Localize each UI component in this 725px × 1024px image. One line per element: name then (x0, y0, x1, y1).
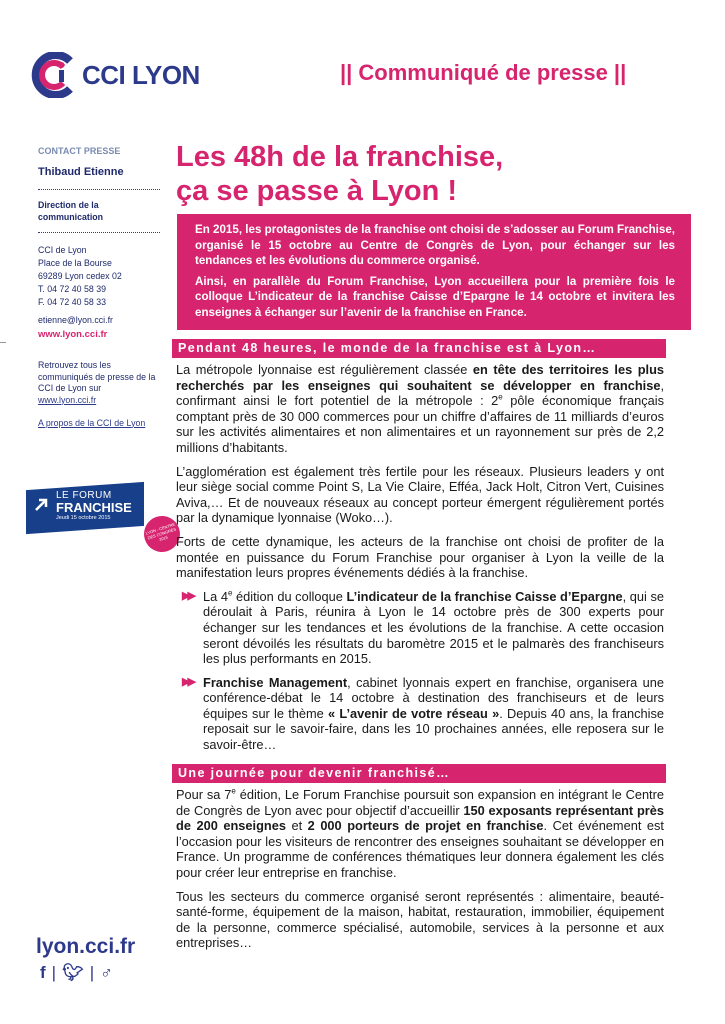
text-run: . Cet événement est l’occasion pour les visiteurs de rencontrer des enseignes souhaitant se développer en France. Un programme de conférences thématiques leur donnera également les clés pour créer leur entreprise en franchise. (176, 818, 664, 880)
text-run: , qui se déroulait à Paris, réunira à Lyon le 14 octobre près de 300 experts pour échanger sur les tendances et les évolutions de la franchise. A cette occasion seront dévoilés les résultats du baromètre 2015 et le palmarès des franchiseurs les plus performants en 2015. (203, 588, 664, 667)
text-run: édition, Le Forum Franchise poursuit son expansion en intégrant le Centre de Congrès de Lyon avec pour objectif d’accueillir (176, 787, 664, 818)
dotted-divider (38, 232, 160, 233)
s1-paragraph-1 (176, 362, 664, 456)
superscript: e (498, 392, 503, 402)
department: Direction de la communication (38, 200, 104, 222)
dotted-divider (38, 189, 160, 190)
text-run: pôle économique français comptant près de 30 000 commerces pour un chiffre d’affaires de 11 milliards d’euros sur les activités alimentaires et non alimentaires et un rayonnement sur près de 2,2 millions d’habitants. (176, 393, 664, 455)
sidebar-website[interactable]: www.lyon.cci.fr (38, 329, 108, 340)
text-run: , confirmant ainsi le fort potentiel de la métropole : 2 (176, 377, 664, 409)
contact-heading: CONTACT PRESSE (38, 146, 121, 156)
s2-paragraph-2: Tous les secteurs du commerce organisé seront représentés : alimentaire, beauté-santé-forme, équipement de la maison, habitat, restauration, immobilier, équipement de la personne, commerce spécialisé, automobile, services à la personne et aux entreprises… (176, 888, 664, 951)
phone-line: T. 04 72 40 58 39 (38, 284, 106, 294)
address-line: Place de la Bourse (38, 258, 112, 268)
forum-logo-line1: LE FORUM (56, 490, 112, 501)
address-line: 69289 Lyon cedex 02 (38, 271, 122, 281)
double-chevron-icon: ▶▶ (182, 675, 193, 688)
double-chevron-icon: ▶▶ (182, 589, 193, 602)
fax-line: F. 04 72 40 58 33 (38, 297, 106, 307)
forum-badge: LYON - CENTRE DES CONGRÈS 2015 (139, 511, 184, 556)
text-run: La métropole lyonnaise est régulièrement classée (176, 362, 473, 377)
text-run: . Depuis 40 ans, la franchise reposait sur le savoir-faire, dans les 10 prochaines années, elle reposera sur le savoir-être… (203, 705, 664, 753)
cci-logo-icon (30, 52, 78, 98)
page-title (176, 140, 503, 208)
about-cci-link[interactable]: A propos de la CCI de Lyon (38, 417, 146, 428)
forum-logo-date: Jeudi 15 octobre 2015 (56, 515, 111, 521)
forum-arrow-icon (32, 494, 52, 514)
footer-website[interactable]: lyon.cci.fr (36, 935, 136, 958)
text-run: édition du colloque (232, 588, 347, 604)
text-bold: L’indicateur de la franchise Caisse d’Epargne (346, 588, 623, 604)
logo-text: CCI LYON (82, 60, 200, 90)
s1-paragraph-3: Forts de cette dynamique, les acteurs de la franchise ont choisi de profiter de la montée en puissance du Forum Franchise pour organiser à Lyon la veille de la manifestation leurs propres événements dédiés à la franchise. (176, 533, 664, 581)
text-run: , cabinet lyonnais expert en franchise, organisera une conférence-débat le 14 octobre à destination des franchiseurs et de leurs équipes sur le thème (203, 674, 664, 721)
title-line-2: ça se passe à Lyon ! (176, 175, 458, 207)
twitter-icon[interactable]: 🐦︎ (62, 963, 90, 982)
address-line: CCI de Lyon (38, 245, 87, 255)
section-2-title: Une journée pour devenir franchisé… (172, 764, 666, 783)
press-archive-link[interactable]: www.lyon.cci.fr (38, 394, 97, 405)
forum-franchise-logo (26, 476, 176, 546)
intro-box (177, 214, 691, 330)
text-bold: en tête des territoires les plus recherchés par les enseignes qui souhaitent se développer en franchise (176, 362, 665, 393)
intro-paragraph-2: Ainsi, en parallèle du Forum Franchise, Lyon accueillera pour la première fois le colloque L’indicateur de la franchise Caisse d’Epargne le 14 octobre et invitera les enseignes à échanger sur l’avenir de la franchise en France. (195, 274, 675, 319)
press-archive-note (38, 360, 158, 429)
text-bold: « L’avenir de votre réseau » (328, 705, 500, 721)
cci-lyon-logo (30, 52, 205, 98)
text-bold: Franchise Management (203, 674, 348, 690)
bullet-item-2 (176, 675, 664, 753)
text-run: La 4 (203, 588, 228, 604)
s2-paragraph-1 (176, 787, 664, 881)
address-block (38, 245, 122, 310)
section-1-title: Pendant 48 heures, le monde de la franchise est à Lyon… (172, 339, 666, 358)
viadeo-icon[interactable]: ♂︎ (100, 963, 119, 982)
section-1-body (176, 362, 664, 761)
contact-name: Thibaud Etienne (38, 166, 124, 178)
contact-email[interactable]: etienne@lyon.cci.fr (38, 315, 113, 325)
section-2-body (176, 787, 664, 959)
text-run: Pour sa 7 (176, 787, 232, 802)
superscript: e (227, 588, 233, 598)
facebook-icon[interactable]: f (40, 963, 52, 982)
superscript: e (231, 786, 236, 796)
document-type-title: || Communiqué de presse || (340, 60, 627, 85)
margin-tick (0, 342, 6, 343)
text-bold: 150 exposants représentant près de 200 enseignes (176, 802, 664, 834)
title-line-1: Les 48h de la franchise, (176, 141, 504, 173)
s1-paragraph-2: L’agglomération est également très fertile pour les réseaux. Plusieurs leaders y ont leur siège social comme Point S, La Vie Claire, Efféa, Jack Holt, Citron Vert, Cuisines Aviva,… Et de nouveaux réseaux au concept porteur émergent régulièrement portés par la dynamique lyonnaise (Woko…). (176, 463, 664, 526)
press-archive-text: Retrouvez tous les communiqués de presse de la CCI de Lyon sur (38, 360, 156, 393)
forum-logo-line2: FRANCHISE (56, 500, 132, 515)
intro-paragraph-1: En 2015, les protagonistes de la franchise ont choisi de s’adosser au Forum Franchise, organisé le 15 octobre au Centre de Congrès de Lyon, pour échanger sur les tendances et les évolutions du commerce organisé. (195, 223, 676, 268)
text-bold: 2 000 porteurs de projet en franchise (307, 818, 544, 834)
social-icons: f|🐦︎|♂︎ (40, 963, 119, 982)
bullet-item-1 (176, 589, 664, 667)
text-run: et (285, 818, 308, 834)
